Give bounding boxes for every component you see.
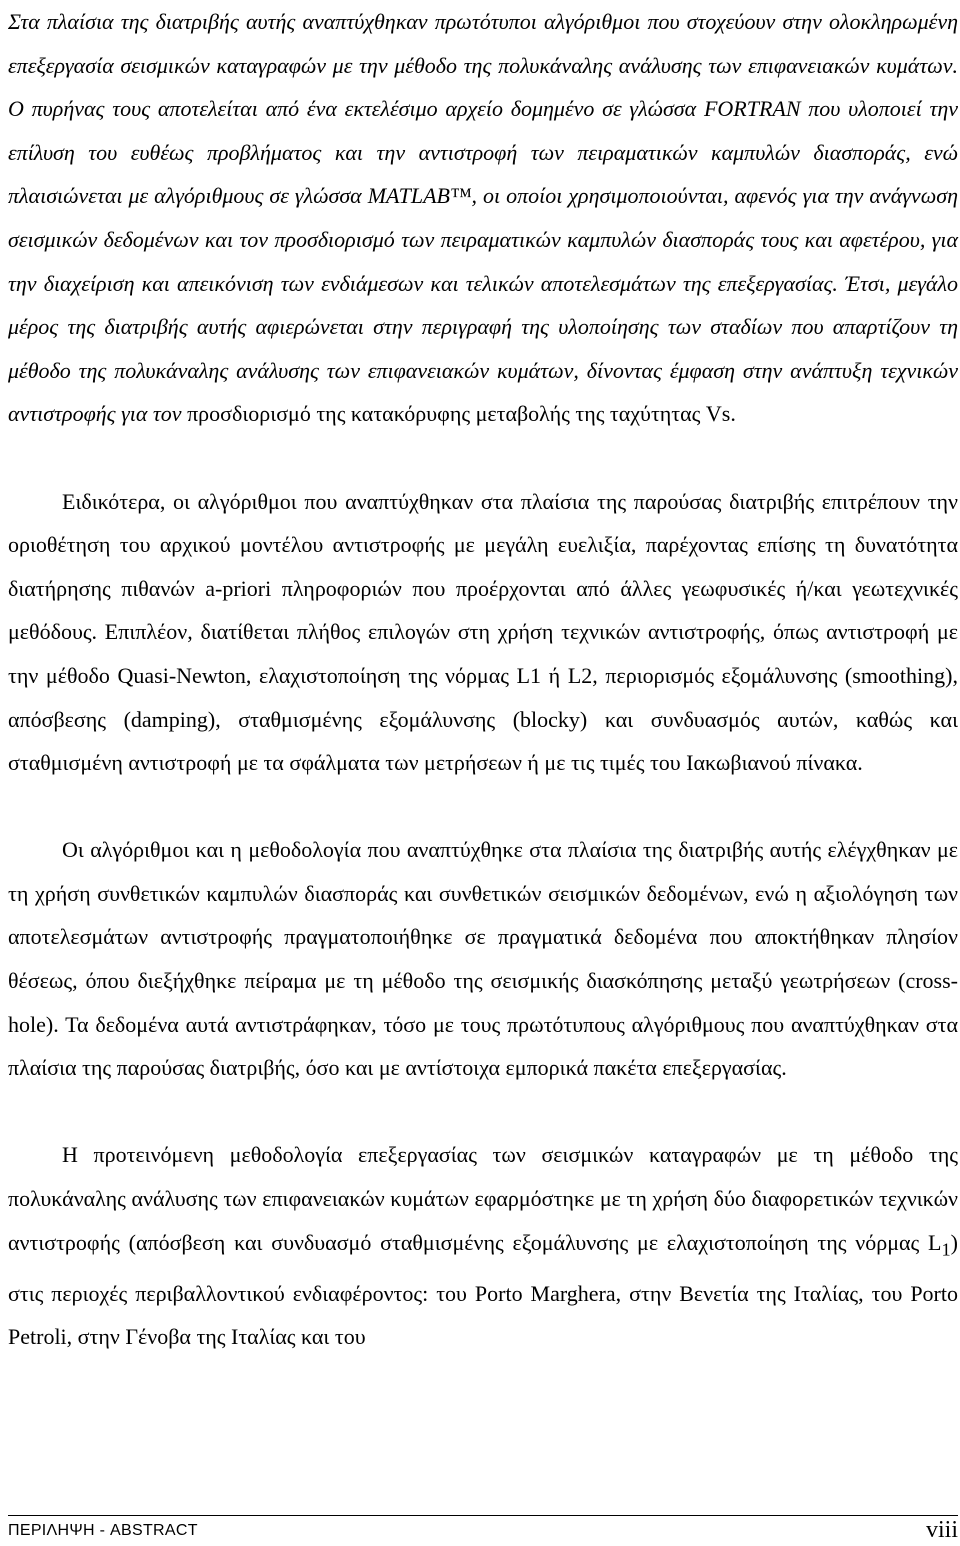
paragraph-4-text-b: ) στις περιοχές περιβαλλοντικού ενδιαφέροντος: του Porto Marghera, στην Βενετία της Ιταλίας, του Porto Petroli, στην Γένοβα της Ιταλίας και του <box>8 1229 958 1350</box>
page-footer <box>8 1515 958 1546</box>
document-body <box>8 0 958 1359</box>
paragraph-4-text-a: Η προτεινόμενη μεθοδολογία επεξεργασίας των σεισμικών καταγραφών με τη μέθοδο της πολυκάναλης ανάλυσης των επιφανειακών κυμάτων εφαρμόστηκε με τη χρήση δύο διαφορετικών τεχνικών αντιστροφής (απόσβεση και συνδυασμό σταθμισμένης εξομάλυνσης με ελαχιστοποίηση της νόρμας L <box>8 1142 958 1255</box>
paragraph-1-text-c: προσδιορισμό της κατακόρυφης μεταβολής της ταχύτητας Vs. <box>187 401 736 427</box>
paragraph-3-text: Οι αλγόριθμοι και η μεθοδολογία που αναπτύχθηκε στα πλαίσια της διατριβής αυτής ελέγχθηκαν με τη χρήση συνθετικών καμπυλών διασποράς και συνθετικών σεισμικών δεδομένων, ενώ η αξιολόγηση των αποτελεσμάτων αντιστροφής πραγματοποιήθηκε σε πραγματικά δεδομένα που αποκτήθηκαν πλησίον θέσεως, όπου διεξήχθηκε πείραμα με τη μέθοδο της σεισμικής διασκόπησης μεταξύ γεωτρήσεων (cross-hole). Τα δεδομένα αυτά αντιστράφηκαν, τόσο με τους πρωτότυπους αλγόριθμους που αναπτύχθηκαν στα πλαίσια της παρούσας διατριβής, όσο και με αντίστοιχα εμπορικά πακέτα επεξεργασίας. <box>8 837 958 1081</box>
paragraph-4 <box>8 1133 958 1358</box>
paragraph-2 <box>8 480 958 785</box>
paragraph-1 <box>8 0 958 436</box>
paragraph-1-text-b: Έτσι, μεγάλο μέρος της διατριβής αυτής αφιερώνεται στην περιγραφή της υλοποίησης των σταδίων που απαρτίζουν τη μέθοδο της πολυκάναλης ανάλυσης των επιφανειακών κυμάτων, δίνοντας έμφαση στην ανάπτυξη τεχνικών αντιστροφής για τον <box>8 270 958 427</box>
footer-section-label: ΠΕΡΙΛΗΨΗ - ABSTRACT <box>8 1522 198 1539</box>
paragraph-4-subscript: 1 <box>941 1239 951 1260</box>
paragraph-1-text-a: Στα πλαίσια της διατριβής αυτής αναπτύχθηκαν πρωτότυποι αλγόριθμοι που στοχεύουν στην ολοκληρωμένη επεξεργασία σεισμικών καταγραφών με την μέθοδο της πολυκάναλης ανάλυσης των επιφανειακών κυμάτων. Ο πυρήνας τους αποτελείται από ένα εκτελέσιμο αρχείο δομημένο σε γλώσσα FORTRAN που υλοποιεί την επίλυση του ευθέως προβλήματος και την αντιστροφή των πειραματικών καμπυλών διασποράς, ενώ πλαισιώνεται με αλγόριθμους σε γλώσσα MATLAB™, οι οποίοι χρησιμοποιούνται, αφενός για την ανάγνωση σεισμικών δεδομένων και τον προσδιορισμό των πειραματικών καμπυλών διασποράς τους και αφετέρου, για την διαχείριση και απεικόνιση των ενδιάμεσων και τελικών αποτελεσμάτων της επεξεργασίας. <box>8 9 958 296</box>
paragraph-3 <box>8 828 958 1090</box>
paragraph-2-text: Ειδικότερα, οι αλγόριθμοι που αναπτύχθηκαν στα πλαίσια της παρούσας διατριβής επιτρέπουν την οριοθέτηση του αρχικού μοντέλου αντιστροφής με μεγάλη ευελιξία, παρέχοντας επίσης τη δυνατότητα διατήρησης πιθανών a-priori πληροφοριών που προέρχονται από άλλες γεωφυσικές ή/και γεωτεχνικές μεθόδους. Επιπλέον, διατίθεται πλήθος επιλογών στη χρήση τεχνικών αντιστροφής, όπως αντιστροφή με την μέθοδο Quasi-Newton, ελαχιστοποίηση της νόρμας L1 ή L2, περιορισμός εξομάλυνσης (smoothing), απόσβεσης (damping), σταθμισμένης εξομάλυνσης (blocky) και συνδυασμός αυτών, καθώς και σταθμισμένη αντιστροφή με τα σφάλματα των μετρήσεων ή με τις τιμές του Ιακωβιανού πίνακα. <box>8 488 958 776</box>
footer-page-number: viii <box>925 1517 958 1543</box>
